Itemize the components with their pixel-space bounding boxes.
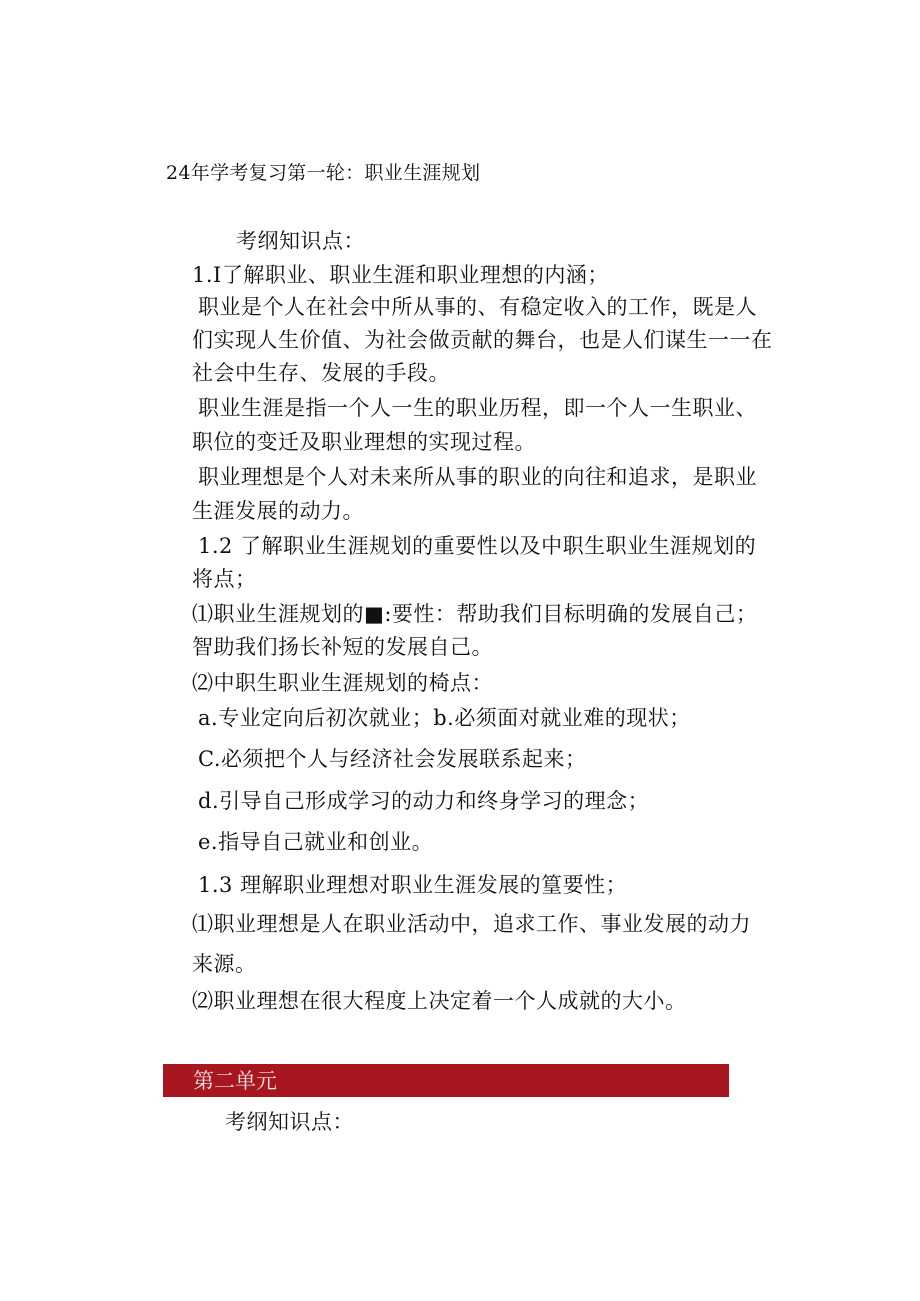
unit-heading-label: 第二单元 [193, 1069, 277, 1093]
outline-item-1-1: 1.I了解职业、职业生涯和职业理想的内涵； [192, 263, 609, 287]
paragraph-line: 将点； [192, 567, 257, 591]
list-item: ⑵中职生职业生涯规划的椅点： [192, 671, 493, 695]
list-item: ⑵职业理想在很大程度上决定着一个人成就的大小。 [192, 989, 687, 1013]
list-item: d.引导自己形成学习的动力和终身学习的理念； [198, 789, 650, 813]
unit-heading-bar [163, 1064, 729, 1097]
list-item: C.必须把个人与经济社会发展联系起来； [198, 747, 587, 771]
paragraph-line: 职业生涯是指一个人一生的职业历程，即一个人一生职业、 [198, 396, 757, 420]
paragraph-line: 生涯发展的动力。 [192, 499, 364, 523]
paragraph-line: 社会中生存、发展的手段。 [192, 361, 450, 385]
outline-item-1-3: 1.3 理解职业理想对职业生涯发展的篁要性； [198, 873, 628, 897]
paragraph-line: 职业是个人在社会中所从事的、有稳定收入的工作，既是人 [198, 295, 757, 319]
document-title: 24年学考复习第一轮：职业生涯规划 [166, 162, 481, 184]
outline-item-1-2: 1.2 了解职业生涯规划的重要性以及中职生职业生涯规划的 [198, 534, 757, 558]
paragraph-line: 智助我们扬长补短的发展自己。 [192, 635, 493, 659]
list-item: ⑴职业生涯规划的■:要性：帮助我们目标明确的发展自己； [192, 602, 758, 626]
paragraph-line: 来源。 [192, 952, 257, 976]
section-heading: 考纲知识点： [236, 229, 365, 253]
list-item: e.指导自己就业和创业。 [198, 830, 434, 854]
paragraph-line: 们实现人生价值、为社会做贡献的舞台，也是人们谋生一一在 [192, 328, 773, 352]
paragraph-line: 职业理想是个人对未来所从事的职业的向往和追求，是职业 [198, 465, 757, 489]
section-heading: 考纲知识点： [225, 1110, 354, 1134]
paragraph-line: 职位的变迁及职业理想的实现过程。 [192, 430, 536, 454]
list-item: a.专业定向后初次就业；b.必须面对就业难的现状； [198, 706, 691, 730]
list-item: ⑴职业理想是人在职业活动中，追求工作、事业发展的动力 [192, 912, 751, 936]
